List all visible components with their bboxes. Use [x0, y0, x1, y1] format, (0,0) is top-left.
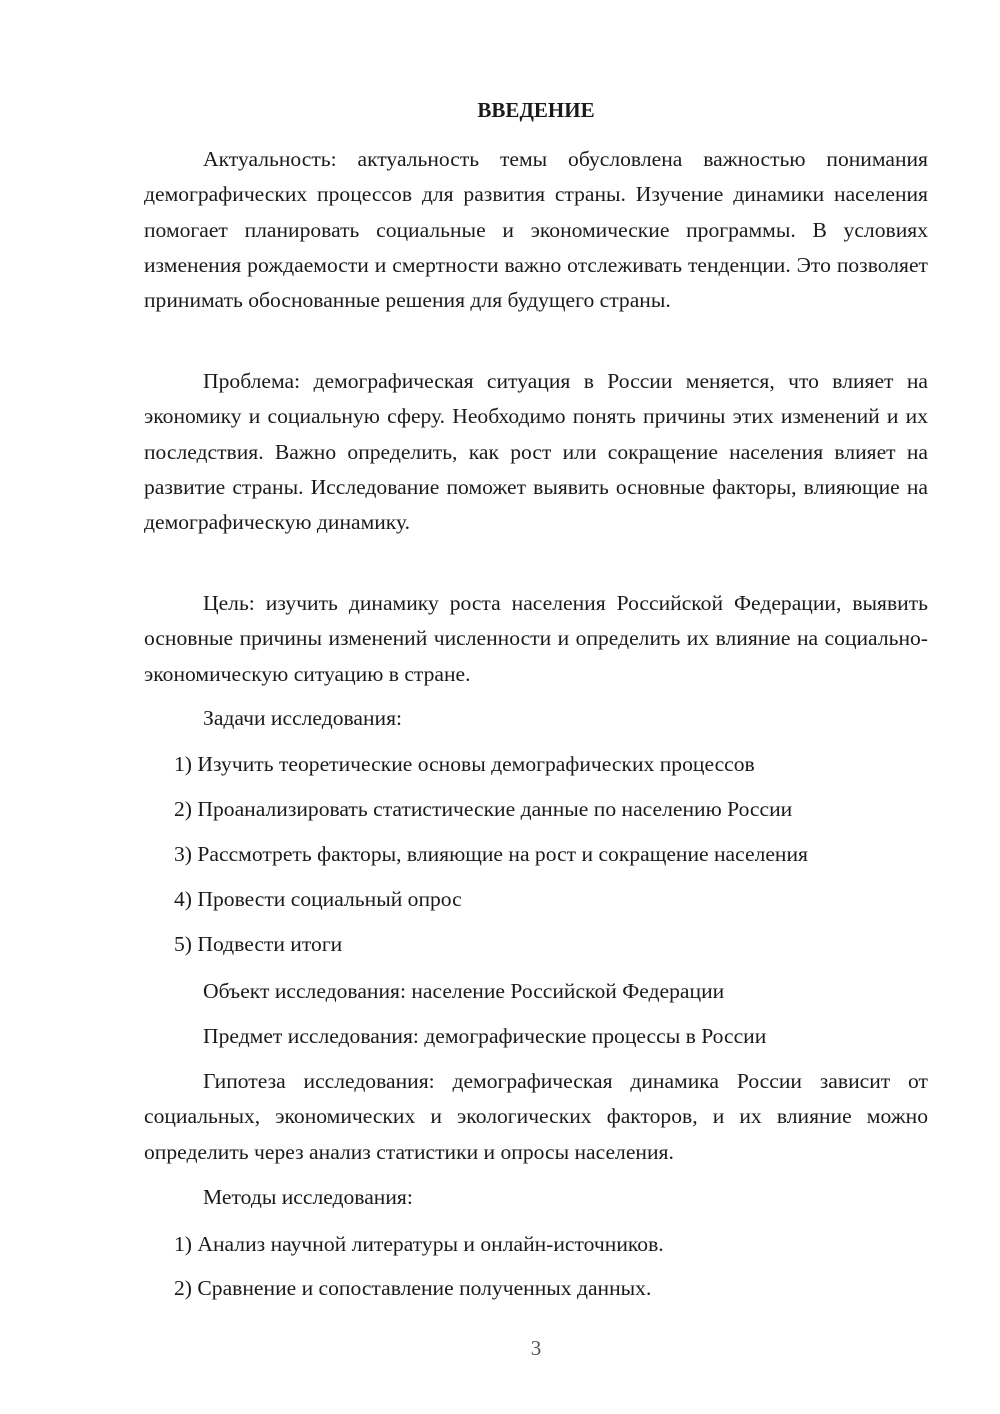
- relevance-paragraph: Актуальность: актуальность темы обусловлена важностью понимания демографических процессов для развития страны. Изучение динамики населения помогает планировать социальные и экономические программы. В условиях изменения рождаемости и смертности важно отслеживать тенденции. Это позволяет принимать обоснованные решения для будущего страны.: [144, 147, 928, 313]
- research-subject: Предмет исследования: демографические процессы в России: [203, 1024, 767, 1048]
- tasks-heading: Задачи исследования:: [203, 706, 403, 730]
- goal-paragraph: Цель: изучить динамику роста населения Российской Федерации, выявить основные причины изменений численности и определить их влияние на социально-экономическую ситуацию в стране.: [144, 591, 928, 686]
- method-item-1: 1) Анализ научной литературы и онлайн-источников.: [174, 1232, 664, 1256]
- task-item-2: 2) Проанализировать статистические данные по населению России: [174, 797, 793, 821]
- methods-heading: Методы исследования:: [203, 1185, 413, 1209]
- task-item-1: 1) Изучить теоретические основы демографических процессов: [174, 752, 755, 776]
- hypothesis-paragraph: Гипотеза исследования: демографическая динамика России зависит от социальных, экономических и экологических факторов, и их влияние можно определить через анализ статистики и опросы населения.: [144, 1069, 928, 1164]
- task-item-4: 4) Провести социальный опрос: [174, 887, 462, 911]
- method-item-2: 2) Сравнение и сопоставление полученных данных.: [174, 1276, 652, 1300]
- task-item-3: 3) Рассмотреть факторы, влияющие на рост и сокращение населения: [174, 842, 808, 866]
- problem-paragraph: Проблема: демографическая ситуация в России меняется, что влияет на экономику и социальную сферу. Необходимо понять причины этих изменений и их последствия. Важно определить, как рост или сокращение населения влияет на развитие страны. Исследование поможет выявить основные факторы, влияющие на демографическую динамику.: [144, 369, 928, 535]
- task-item-5: 5) Подвести итоги: [174, 932, 343, 956]
- page-number: 3: [530, 1336, 542, 1360]
- page-title: ВВЕДЕНИЕ: [477, 98, 595, 122]
- research-object: Объект исследования: население Российской Федерации: [203, 979, 725, 1003]
